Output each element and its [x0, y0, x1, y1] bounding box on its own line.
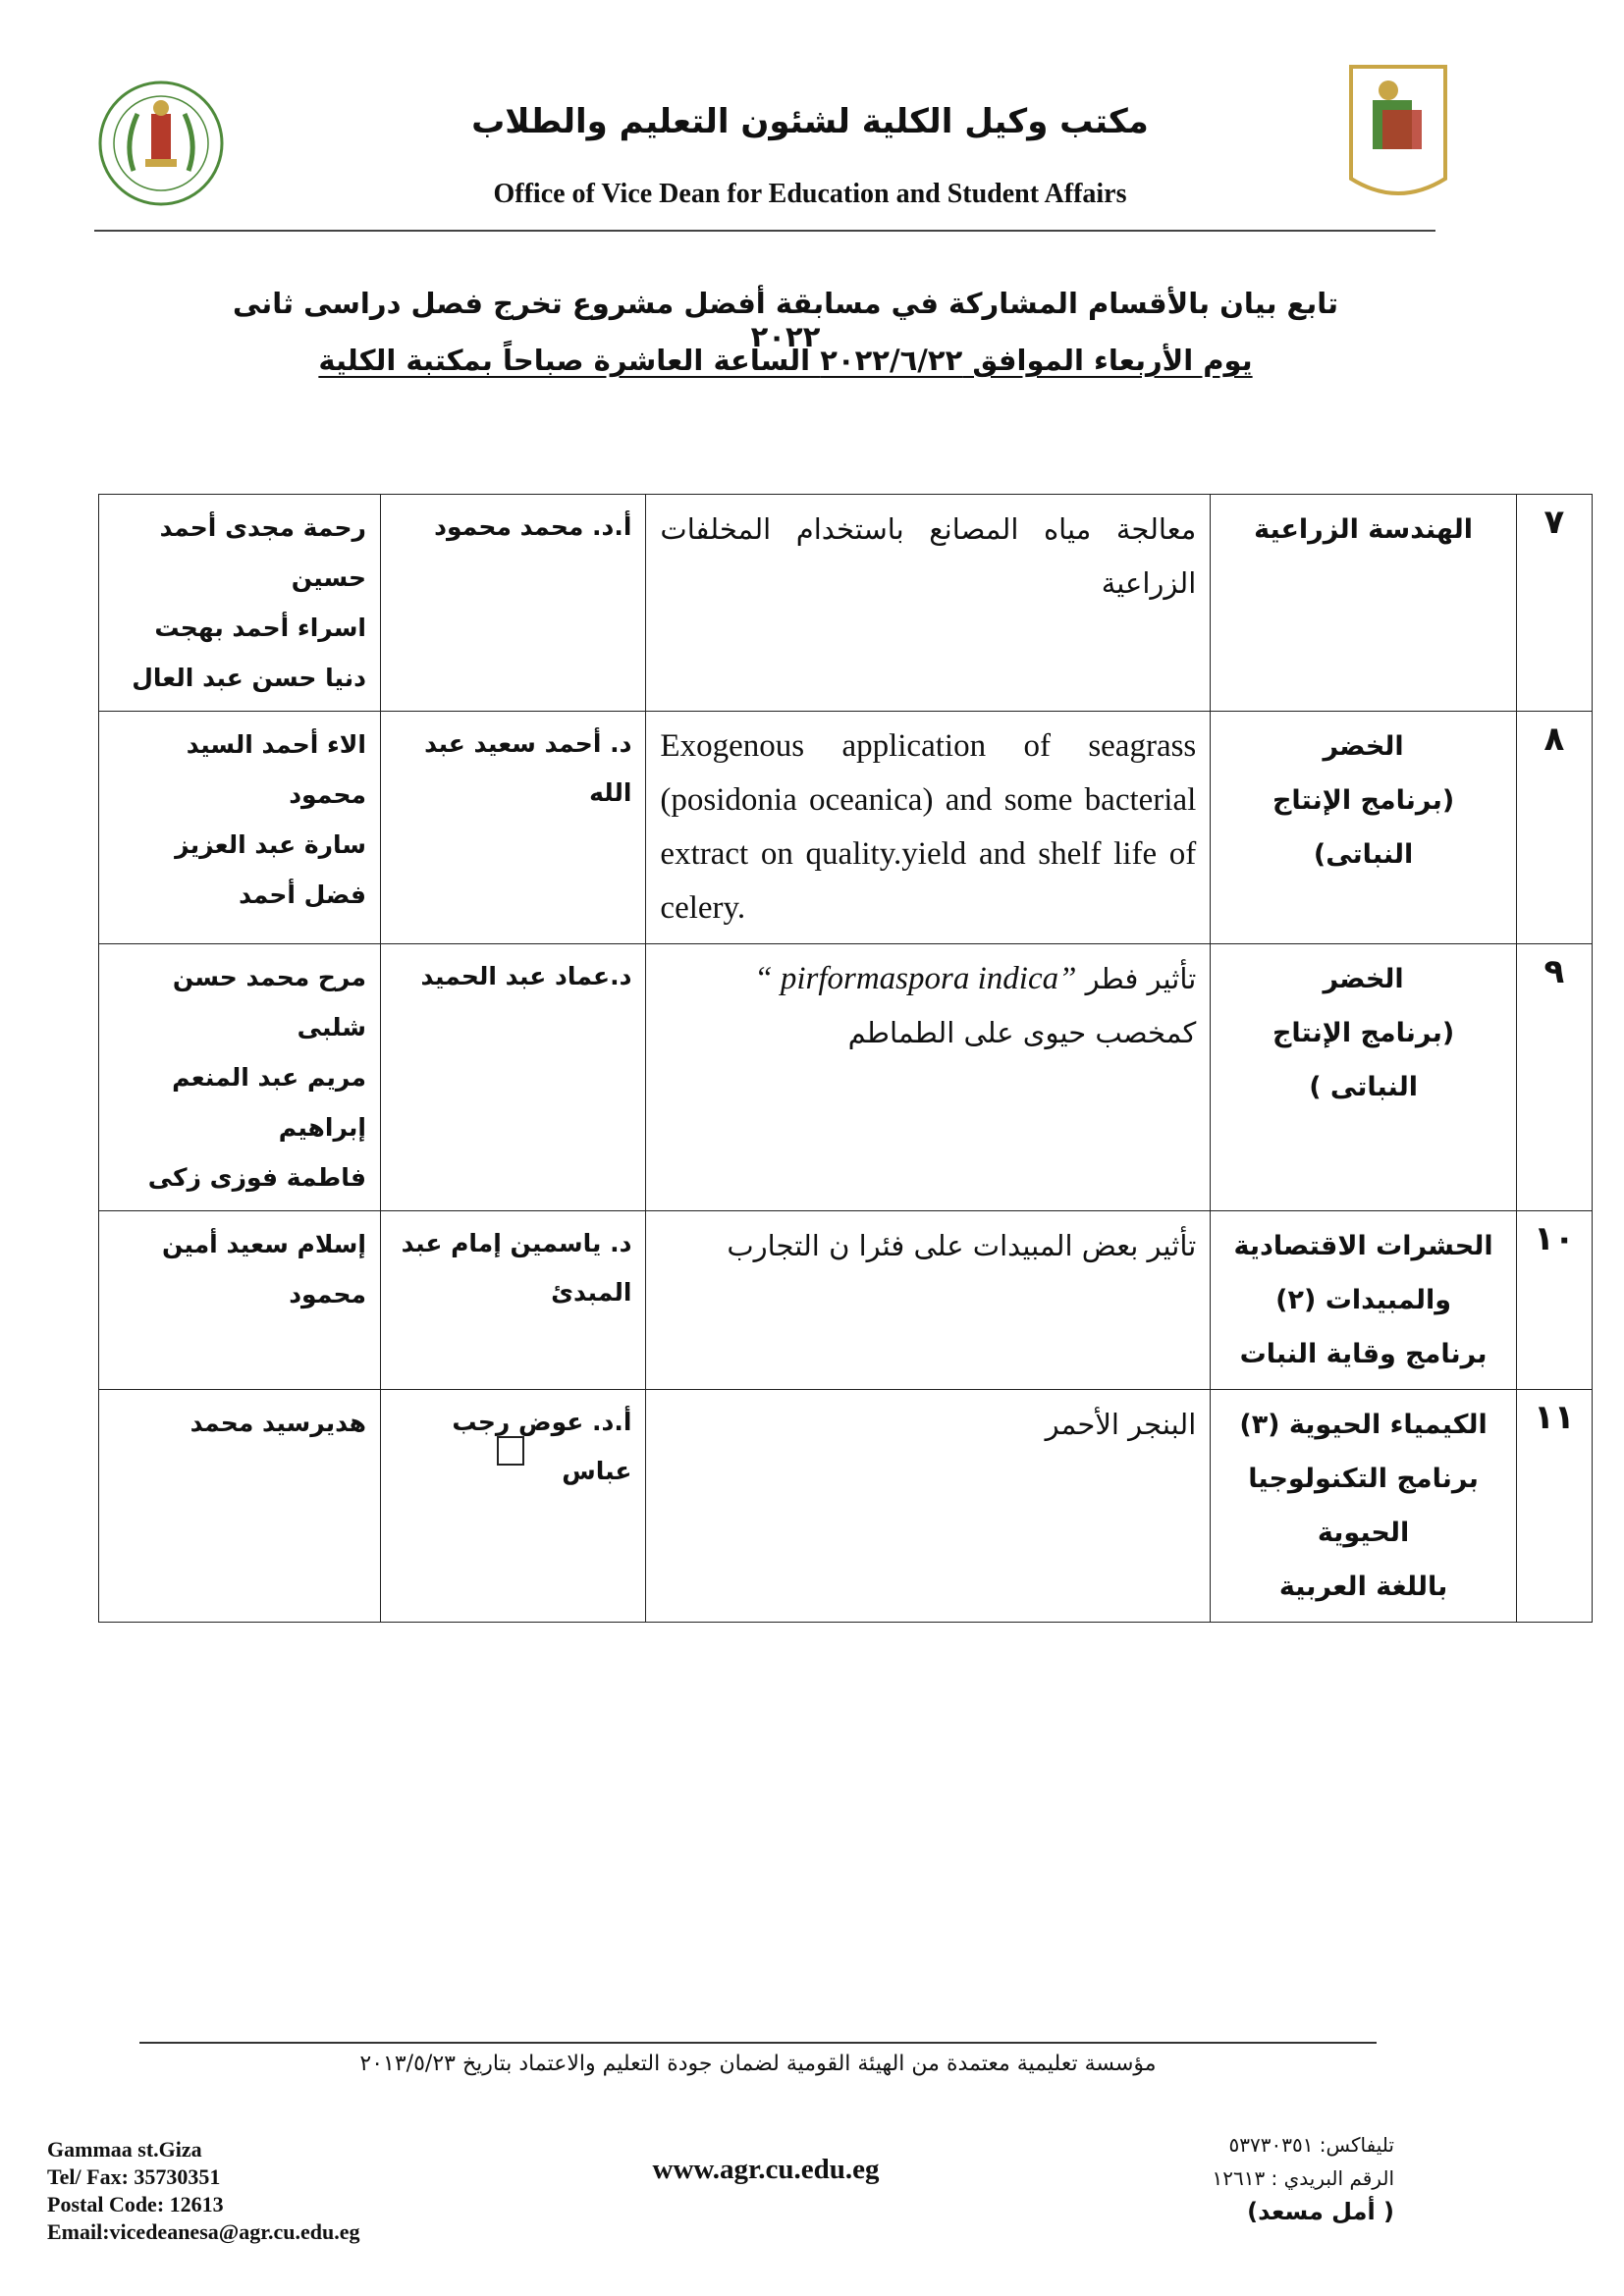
department-cell [1211, 495, 1517, 712]
project-title-cell: البنجر الأحمر [646, 1390, 1211, 1623]
supervisor-cell: أ.د. عوض رجب عباس [380, 1390, 645, 1623]
project-title-cell: معالجة مياه المصانع باستخدام المخلفات الزراعية [646, 495, 1211, 712]
department-cell [1211, 712, 1517, 944]
footer-postal-code: Postal Code: 12613 [47, 2192, 224, 2216]
department-line: (برنامج الإنتاج النباتى ) [1272, 1018, 1455, 1102]
student-name: هديرسيد محمد [189, 1409, 366, 1437]
row-number: ٧ [1516, 495, 1592, 712]
footer-address: Gammaa st.Giza [47, 2137, 202, 2162]
empty-checkbox[interactable] [497, 1436, 524, 1466]
student-name: رحمة مجدى أحمد حسين [159, 513, 366, 592]
row-number: ٩ [1516, 944, 1592, 1211]
table-row [99, 712, 1593, 944]
department-cell [1211, 944, 1517, 1211]
student-name: اسراء أحمد بهجت [154, 614, 366, 642]
department-line: (برنامج الإنتاج النباتى) [1272, 785, 1455, 870]
project-title-prefix: تأثير فطر [1085, 962, 1197, 995]
table-row [99, 495, 1593, 712]
project-title-cell: Exogenous application of seagrass (posidonia oceanica) and some bacterial extract on quality.yield and shelf life of celery. [646, 712, 1211, 944]
department-line: الخضر [1323, 731, 1404, 762]
table-row [99, 1390, 1593, 1623]
project-title-cell [646, 944, 1211, 1211]
project-title-species: “ pirformaspora indica” [754, 961, 1077, 996]
student-name: مريم عبد المنعم إبراهيم [172, 1063, 366, 1142]
project-title-suffix: كمخصب حيوى على الطماطم [847, 1016, 1197, 1049]
footer-divider [139, 2042, 1377, 2044]
accreditation-note: مؤسسة تعليمية معتمدة من الهيئة القومية لضمان جودة التعليم والاعتماد بتاريخ ٢٠١٣/٥/٢٣ [359, 2052, 1157, 2076]
footer-telfax: Tel/ Fax: 35730351 [47, 2164, 221, 2189]
table-row [99, 1211, 1593, 1390]
document-subtitle [196, 344, 1375, 377]
faculty-seal-logo [94, 63, 228, 236]
department-line: الخضر [1323, 964, 1404, 994]
student-name: سارة عبد العزيز فضل أحمد [175, 830, 366, 909]
student-name: مرح محمد حسن شلبى [172, 963, 366, 1041]
department-line: والمبيدات (٢) [1275, 1285, 1452, 1315]
supervisor-cell: د.عماد عبد الحميد [380, 944, 645, 1211]
projects-table [98, 494, 1593, 1623]
footer-postal-arabic: الرقم البريدي : ١٢٦١٣ [1212, 2166, 1394, 2190]
department-cell [1211, 1390, 1517, 1623]
students-cell [99, 1390, 381, 1623]
supervisor-cell: د. ياسمين إمام عبد المبدئ [380, 1211, 645, 1390]
row-number: ١١ [1516, 1390, 1592, 1623]
department-line: الهندسة الزراعية [1254, 514, 1474, 545]
header-title-english: Office of Vice Dean for Education and Student Affairs [493, 179, 1127, 209]
students-cell [99, 944, 381, 1211]
header-title-arabic: مكتب وكيل الكلية لشئون التعليم والطلاب [471, 102, 1149, 141]
supervisor-cell: أ.د. محمد محمود [380, 495, 645, 712]
footer-website-link[interactable]: www.agr.cu.edu.eg [652, 2154, 880, 2185]
students-cell [99, 1211, 381, 1390]
department-line: الحشرات الاقتصادية [1233, 1231, 1493, 1261]
row-number: ١٠ [1516, 1211, 1592, 1390]
table-row [99, 944, 1593, 1211]
department-cell [1211, 1211, 1517, 1390]
student-name: دنيا حسن عبد العال [132, 664, 366, 692]
footer-signature: ( أمل مسعد) [1247, 2198, 1394, 2225]
students-cell [99, 495, 381, 712]
student-name: الاء أحمد السيد محمود [186, 730, 366, 809]
department-line: برنامج وقاية النبات [1239, 1339, 1488, 1369]
department-line: الكيمياء الحيوية (٣) [1239, 1410, 1488, 1440]
footer-contact-arabic [1080, 2128, 1394, 2228]
university-logo [1343, 61, 1453, 228]
row-number: ٨ [1516, 712, 1592, 944]
footer-contact-english [47, 2136, 489, 2246]
department-line: برنامج التكنولوجيا الحيوية [1248, 1464, 1479, 1548]
project-title-cell: تأثير بعض المبيدات على فئرا ن التجارب [646, 1211, 1211, 1390]
student-name: إسلام سعيد أمين محمود [162, 1230, 366, 1308]
student-name: فاطمة فوزى زكى [147, 1163, 366, 1192]
students-cell [99, 712, 381, 944]
footer-email: Email:vicedeanesa@agr.cu.edu.eg [47, 2219, 360, 2244]
document-subtitle-text: يوم الأربعاء الموافق ٢٠٢٢/٦/٢٢ الساعة العاشرة صباحاً بمكتبة الكلية [318, 344, 1253, 377]
supervisor-cell: د. أحمد سعيد عبد الله [380, 712, 645, 944]
department-line: باللغة العربية [1278, 1572, 1448, 1602]
footer-telfax-arabic: تليفاكس: ٥٣٧٣٠٣٥١ [1228, 2133, 1394, 2157]
header-divider [94, 230, 1435, 232]
document-title: تابع بيان بالأقسام المشاركة في مسابقة أفضل مشروع تخرج فصل دراسى ثانى ٢٠٢٢ [232, 287, 1339, 353]
